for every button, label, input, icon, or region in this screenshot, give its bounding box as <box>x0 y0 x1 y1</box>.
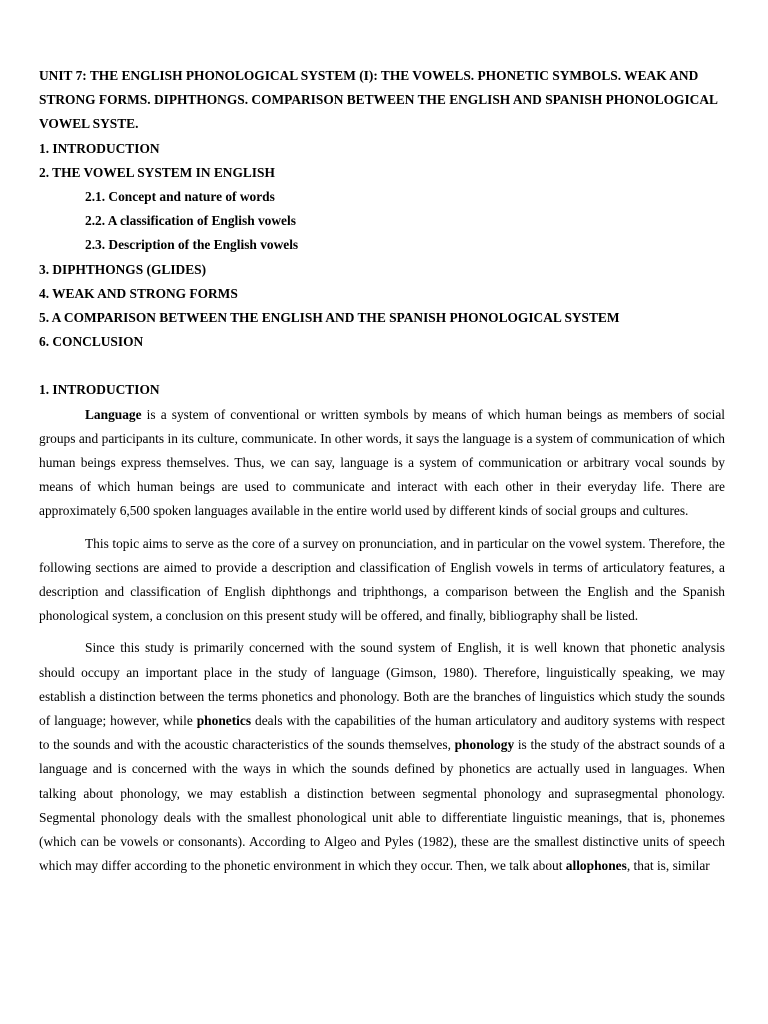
document-page <box>39 64 725 879</box>
bold-term-phonetics: phonetics <box>196 713 252 729</box>
paragraph-text: Since this study is primarily concerned with the sound system of English, it is well known that phonetic analysis should occupy an important place in the study of language (Gimson, 1980). Therefore, linguistically speaking, we may establish a distinction between the terms phonetics and phonology. Both are the branches of linguistics which study the sounds of language; however, while <box>39 640 725 729</box>
table-of-contents <box>39 137 725 355</box>
paragraph-text: deals with the capabilities of the human articulatory and auditory systems with respect to the sounds and with the acoustic characteristics of the sounds themselves, <box>39 713 725 753</box>
toc-item-conclusion: 6. CONCLUSION <box>39 334 144 350</box>
toc-item-comparison: 5. A COMPARISON BETWEEN THE ENGLISH AND THE SPANISH PHONOLOGICAL SYSTEM <box>39 310 620 326</box>
paragraph-text: is the study of the abstract sounds of a language and is concerned with the ways in which the sounds defined by phonetics are actually used in languages. When talking about phonology, we may establish a distinction between segmental phonology and suprasegmental phonology. Segmental phonology deals with the smallest phonological unit able to differentiate linguistic meanings, that is, phonemes (which can be vowels or consonants). According to Algeo and Pyles (1982), these are the smallest distinctive units of speech which may differ according to the phonetic environment in which they occur. Then, we talk about <box>39 737 725 874</box>
toc-subitem-classification: 2.2. A classification of English vowels <box>85 213 296 229</box>
bold-term-language: Language <box>85 406 142 422</box>
bold-term-allophones: allophones <box>565 858 627 874</box>
toc-item-diphthongs: 3. DIPHTHONGS (GLIDES) <box>39 261 207 277</box>
paragraph-text: , that is, similar <box>626 858 710 874</box>
paragraph-topic-aims: This topic aims to serve as the core of a survey on pronunciation, and in particular on the vowel system. Therefore, the following sections are aimed to provide a description and classification of English vowels in terms of articulatory features, a description and classification of English diphthongs and triphthongs, a comparison between the English and the Spanish phonological system, a conclusion on this present study will be offered, and finally, bibliography shall be listed. <box>39 535 725 624</box>
bold-term-phonology: phonology <box>454 737 515 753</box>
document-title: UNIT 7: THE ENGLISH PHONOLOGICAL SYSTEM (I): THE VOWELS. PHONETIC SYMBOLS. WEAK AND STRONG FORMS. DIPHTHONGS. COMPARISON BETWEEN THE ENGLISH AND SPANISH PHONOLOGICAL VOWEL SYSTE. <box>39 68 718 132</box>
toc-item-vowel-system: 2. THE VOWEL SYSTEM IN ENGLISH <box>39 164 275 180</box>
toc-subitem-concept: 2.1. Concept and nature of words <box>85 189 275 205</box>
section-heading-introduction: 1. INTRODUCTION <box>39 382 160 398</box>
toc-item-weak-strong-forms: 4. WEAK AND STRONG FORMS <box>39 285 238 301</box>
paragraph-text: is a system of conventional or written symbols by means of which human beings as members of social groups and participants in its culture, communicate. In other words, it says the language is a system of communication of which human beings express themselves. Thus, we can say, language is a system of communication or arbitrary vocal sounds by means of which human beings are used to communicate and interact with each other in their everyday life. There are approximately 6,500 spoken languages available in the entire world used by different kinds of social groups and cultures. <box>39 406 725 519</box>
paragraph-phonetics-phonology <box>39 636 725 878</box>
toc-item-introduction: 1. INTRODUCTION <box>39 140 160 156</box>
toc-subitem-description: 2.3. Description of the English vowels <box>85 237 299 253</box>
paragraph-language-definition <box>39 403 725 524</box>
